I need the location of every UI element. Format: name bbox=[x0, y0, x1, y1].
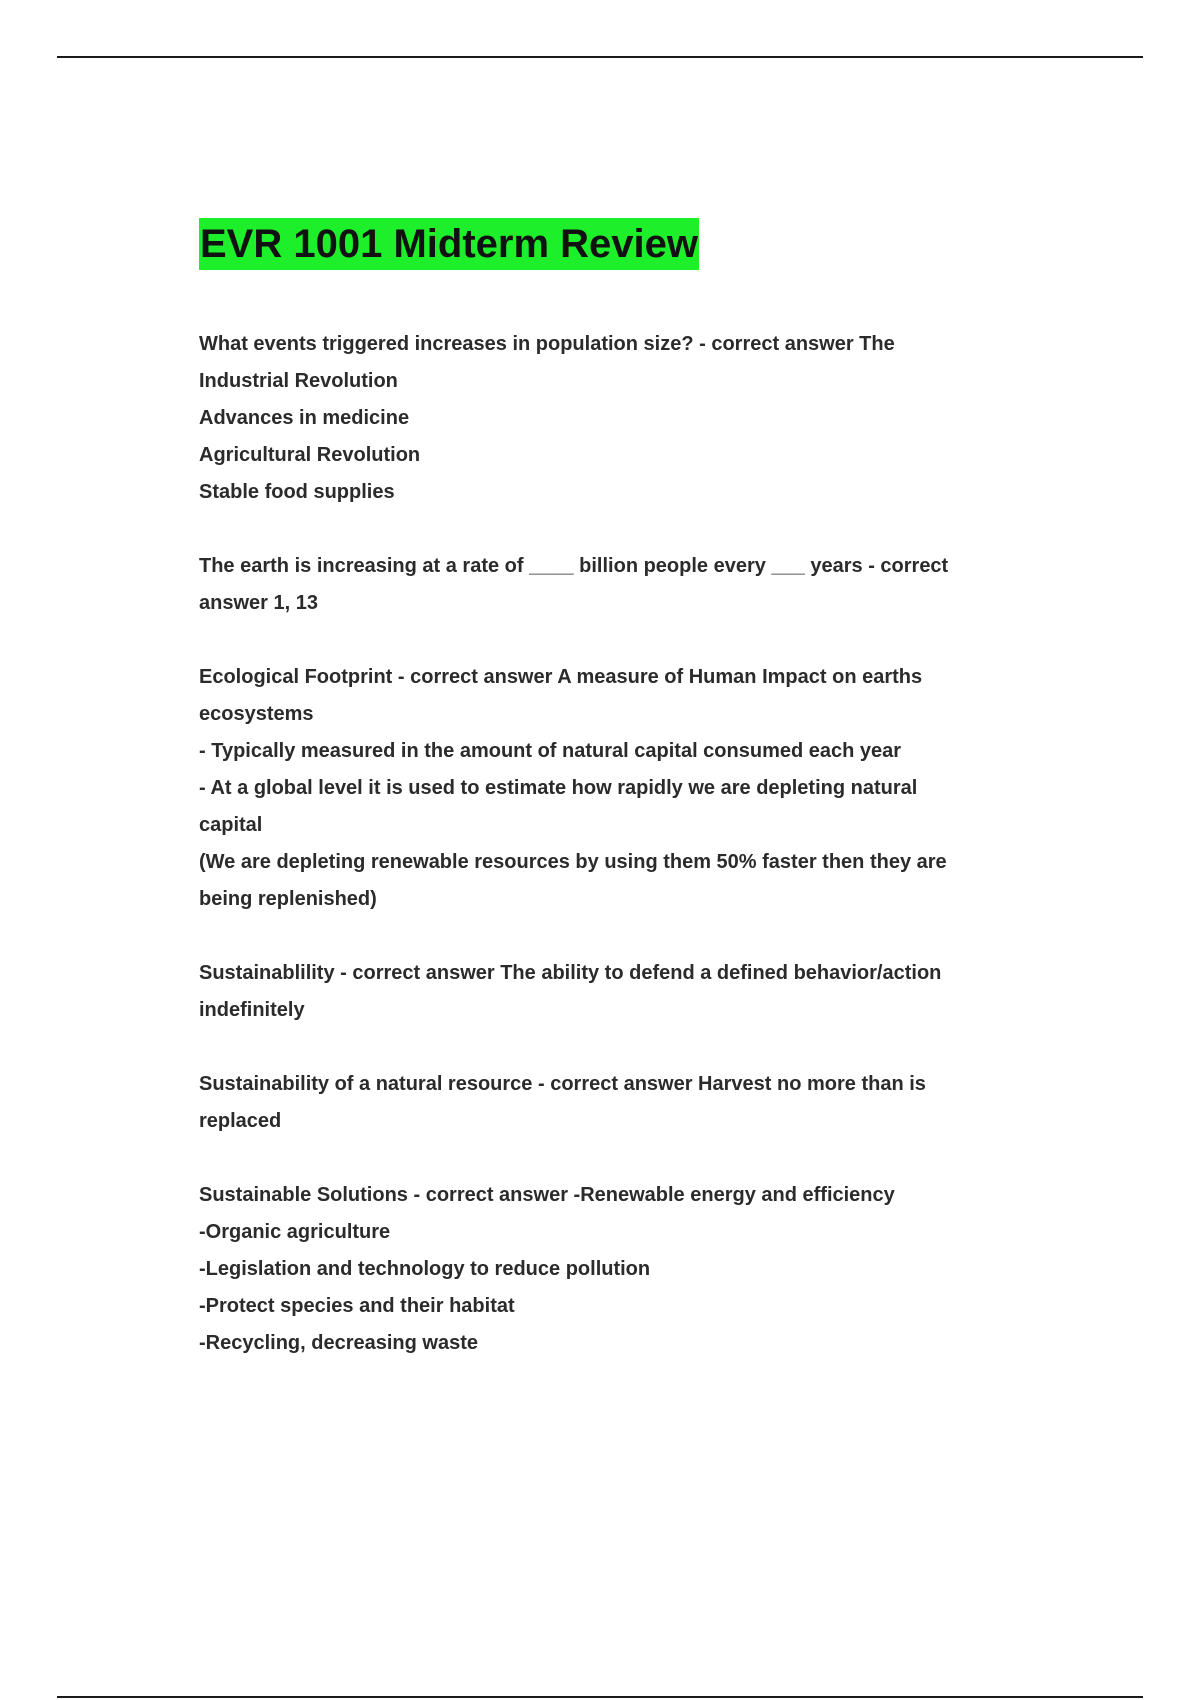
entry-line: Stable food supplies bbox=[199, 481, 395, 503]
entry-line: Sustainablility - correct answer The ability to defend a defined behavior/action bbox=[199, 962, 942, 984]
entry-line: Sustainability of a natural resource - correct answer Harvest no more than is bbox=[199, 1073, 926, 1095]
entry-line: What events triggered increases in population size? - correct answer The bbox=[199, 333, 895, 355]
entry-line: Sustainable Solutions - correct answer -Renewable energy and efficiency bbox=[199, 1184, 895, 1206]
entry-line: -Organic agriculture bbox=[199, 1221, 391, 1243]
entry-line: replaced bbox=[199, 1110, 282, 1132]
document-header bbox=[199, 218, 1019, 270]
entry-line: - At a global level it is used to estimate how rapidly we are depleting natural bbox=[199, 777, 918, 799]
entry-line: being replenished) bbox=[199, 888, 377, 910]
entry-line: -Protect species and their habitat bbox=[199, 1295, 515, 1317]
entry-line: indefinitely bbox=[199, 999, 305, 1021]
qa-entry-sustainability bbox=[199, 955, 1019, 1029]
qa-entry-sustainable-solutions bbox=[199, 1177, 1019, 1362]
entry-line: Industrial Revolution bbox=[199, 370, 398, 392]
qa-entry-ecological-footprint bbox=[199, 659, 1019, 918]
entry-line: ecosystems bbox=[199, 703, 314, 725]
entry-line: - Typically measured in the amount of natural capital consumed each year bbox=[199, 740, 902, 762]
entry-line: answer 1, 13 bbox=[199, 592, 318, 614]
entry-line: -Legislation and technology to reduce pollution bbox=[199, 1258, 651, 1280]
footer-rule bbox=[57, 1696, 1143, 1698]
entry-line: Ecological Footprint - correct answer A measure of Human Impact on earths bbox=[199, 666, 923, 688]
qa-entry-growth-rate bbox=[199, 548, 1019, 622]
header-rule bbox=[57, 56, 1143, 58]
entry-line: The earth is increasing at a rate of ____ billion people every ___ years - correct bbox=[199, 555, 949, 577]
qa-entry-natural-resource bbox=[199, 1066, 1019, 1140]
document-title: EVR 1001 Midterm Review bbox=[199, 218, 699, 270]
entry-line: Advances in medicine bbox=[199, 407, 410, 429]
entry-line: -Recycling, decreasing waste bbox=[199, 1332, 479, 1354]
qa-entry-population-events bbox=[199, 326, 1019, 511]
entry-line: Agricultural Revolution bbox=[199, 444, 421, 466]
entry-line: capital bbox=[199, 814, 263, 836]
entry-line: (We are depleting renewable resources by using them 50% faster then they are bbox=[199, 851, 947, 873]
